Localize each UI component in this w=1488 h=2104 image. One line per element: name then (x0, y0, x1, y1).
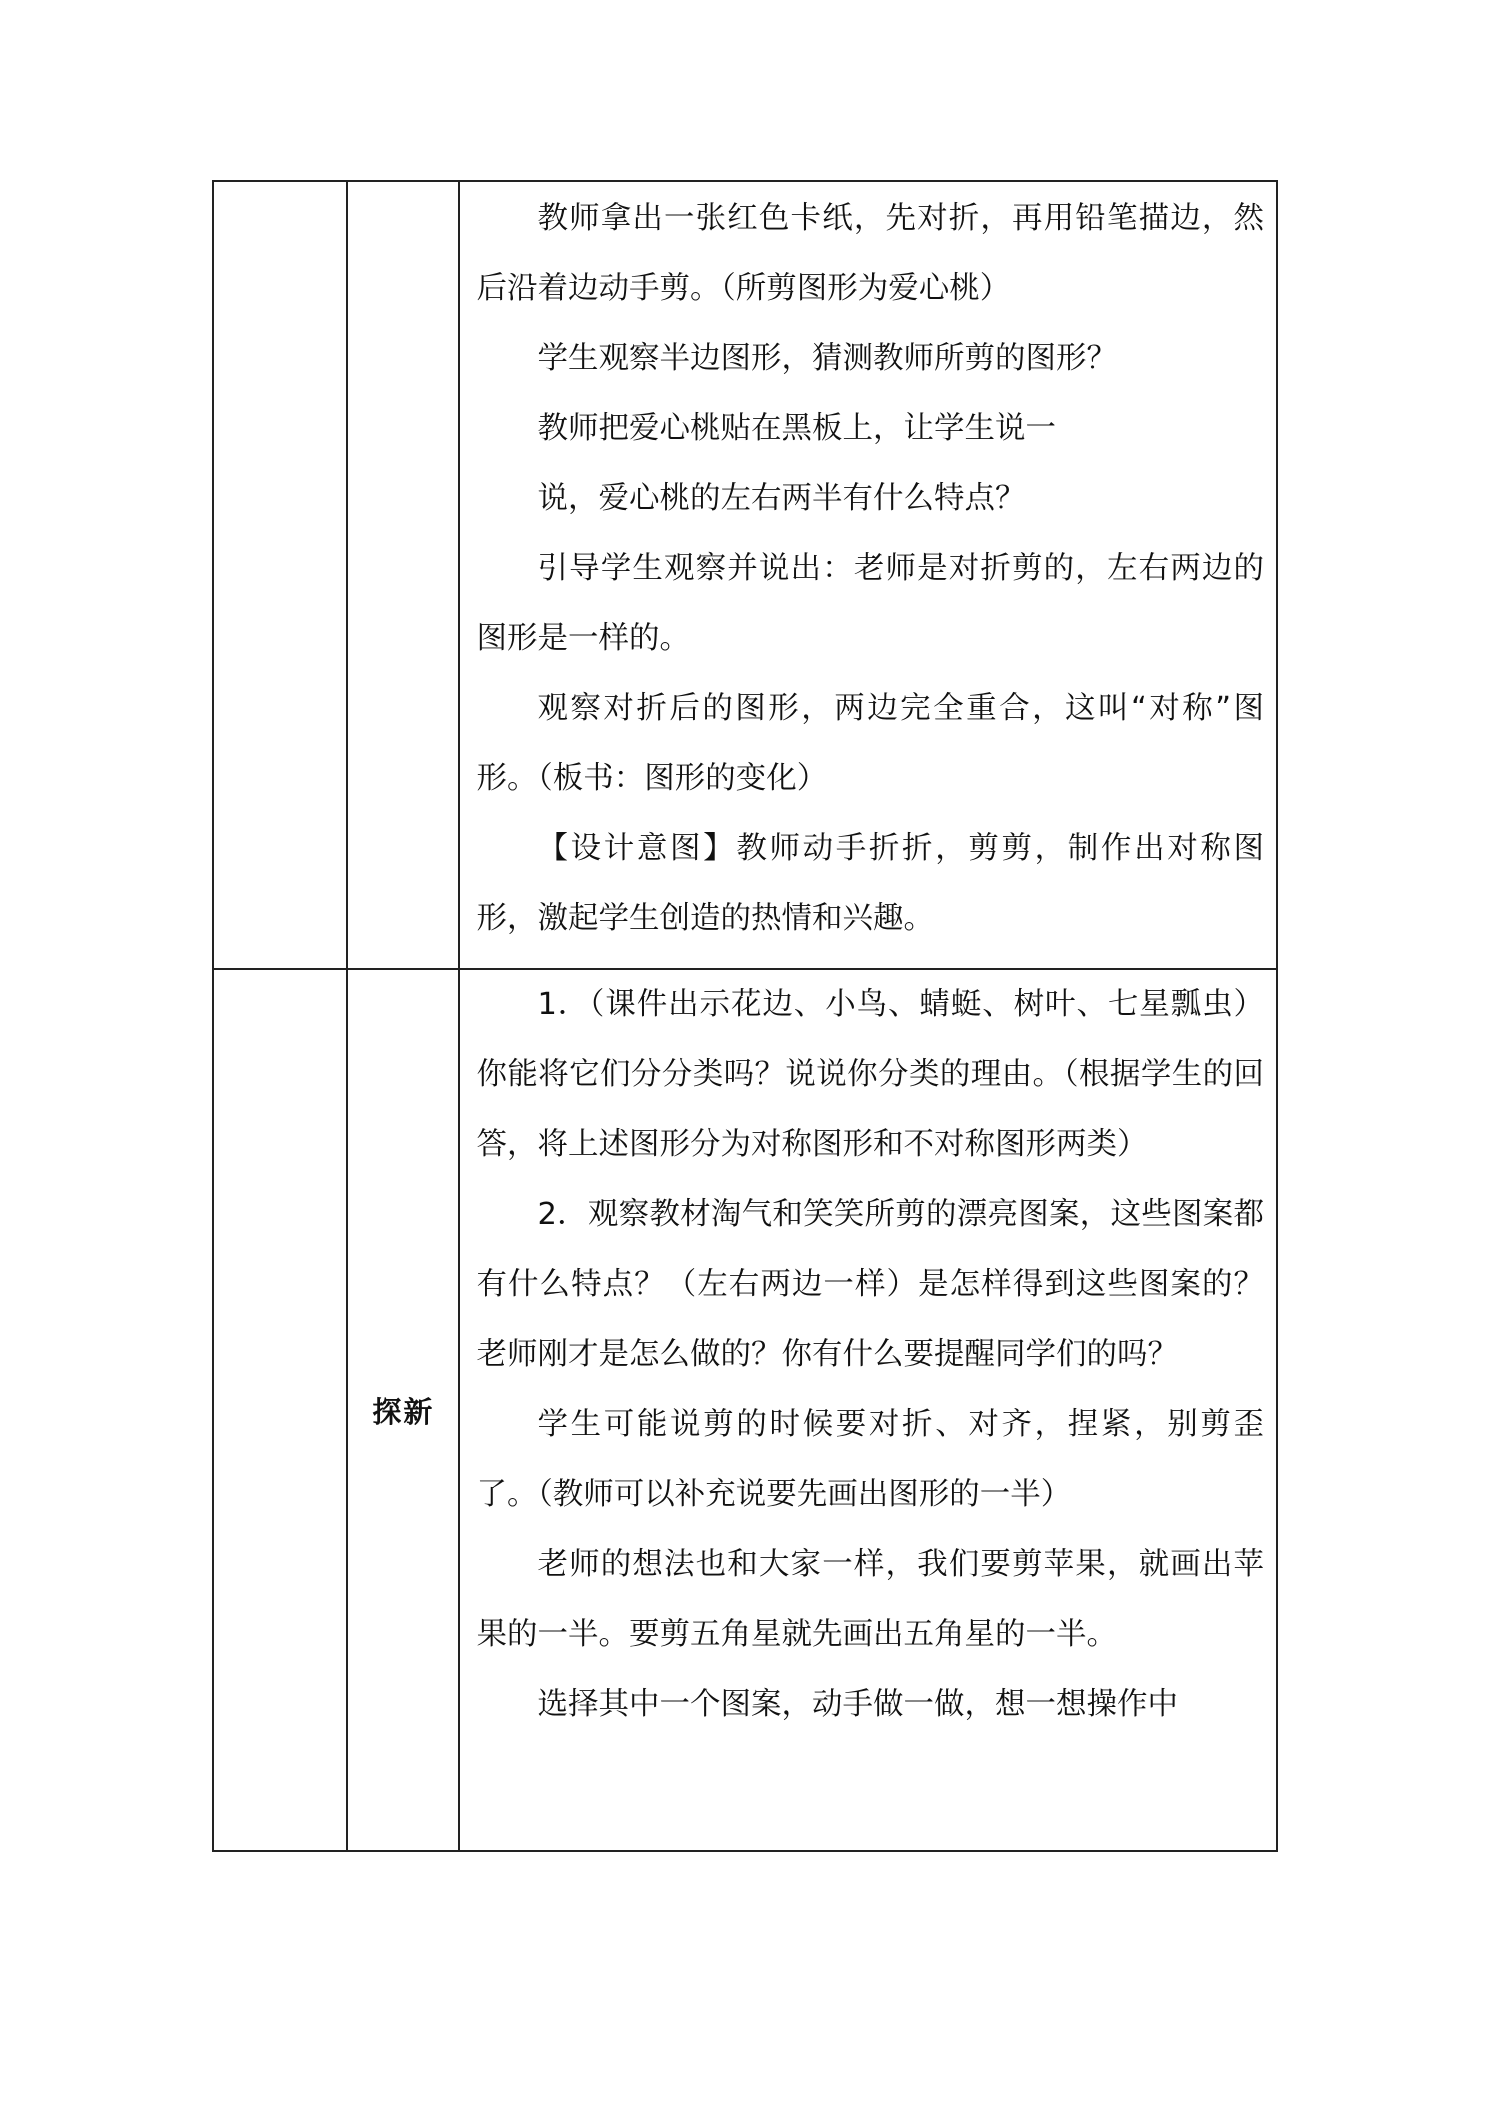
paragraph: 教师把爱心桃贴在黑板上，让学生说一 (537, 411, 1056, 446)
paragraph: 观察对折后的图形，两边完全重合，这叫“对称”图形。（板书：图形的变化） (476, 691, 1264, 796)
stage-cell (213, 969, 347, 1851)
paragraph: 学生观察半边图形，猜测教师所剪的图形？ (537, 341, 1117, 376)
table-row (213, 969, 1277, 1851)
paragraph: 1．（课件出示花边、小鸟、蜻蜓、树叶、七星瓢虫）你能将它们分分类吗？说说你分类的理由。（根据学生的回答，将上述图形分为对称图形和不对称图形两类） (476, 987, 1264, 1162)
paragraph: 2．观察教材淘气和笑笑所剪的漂亮图案，这些图案都有什么特点？（左右两边一样）是怎样得到这些图案的？老师刚才是怎么做的？你有什么要提醒同学们的吗？ (476, 1197, 1264, 1372)
paragraph: 选择其中一个图案，动手做一做，想一想操作中 (537, 1687, 1178, 1722)
content-cell (459, 969, 1277, 1851)
stage-cell (213, 181, 347, 969)
section-label-cell: 探新 (347, 969, 459, 1851)
paragraph: 老师的想法也和大家一样，我们要剪苹果，就画出苹果的一半。要剪五角星就先画出五角星的一半。 (476, 1547, 1264, 1652)
paragraph: 说，爱心桃的左右两半有什么特点？ (537, 481, 1026, 516)
content-text (460, 182, 1276, 954)
content-cell (459, 181, 1277, 969)
table-row (213, 181, 1277, 969)
section-label-cell (347, 181, 459, 969)
lesson-plan-table (212, 180, 1278, 1852)
design-intent-paragraph: 【设计意图】教师动手折折，剪剪，制作出对称图形，激起学生创造的热情和兴趣。 (476, 831, 1264, 936)
paragraph: 引导学生观察并说出：老师是对折剪的，左右两边的图形是一样的。 (476, 551, 1264, 656)
paragraph: 学生可能说剪的时候要对折、对齐，捏紧，别剪歪了。（教师可以补充说要先画出图形的一半） (476, 1407, 1264, 1512)
paragraph: 教师拿出一张红色卡纸，先对折，再用铅笔描边，然后沿着边动手剪。（所剪图形为爱心桃） (476, 201, 1264, 306)
content-text (460, 970, 1276, 1740)
